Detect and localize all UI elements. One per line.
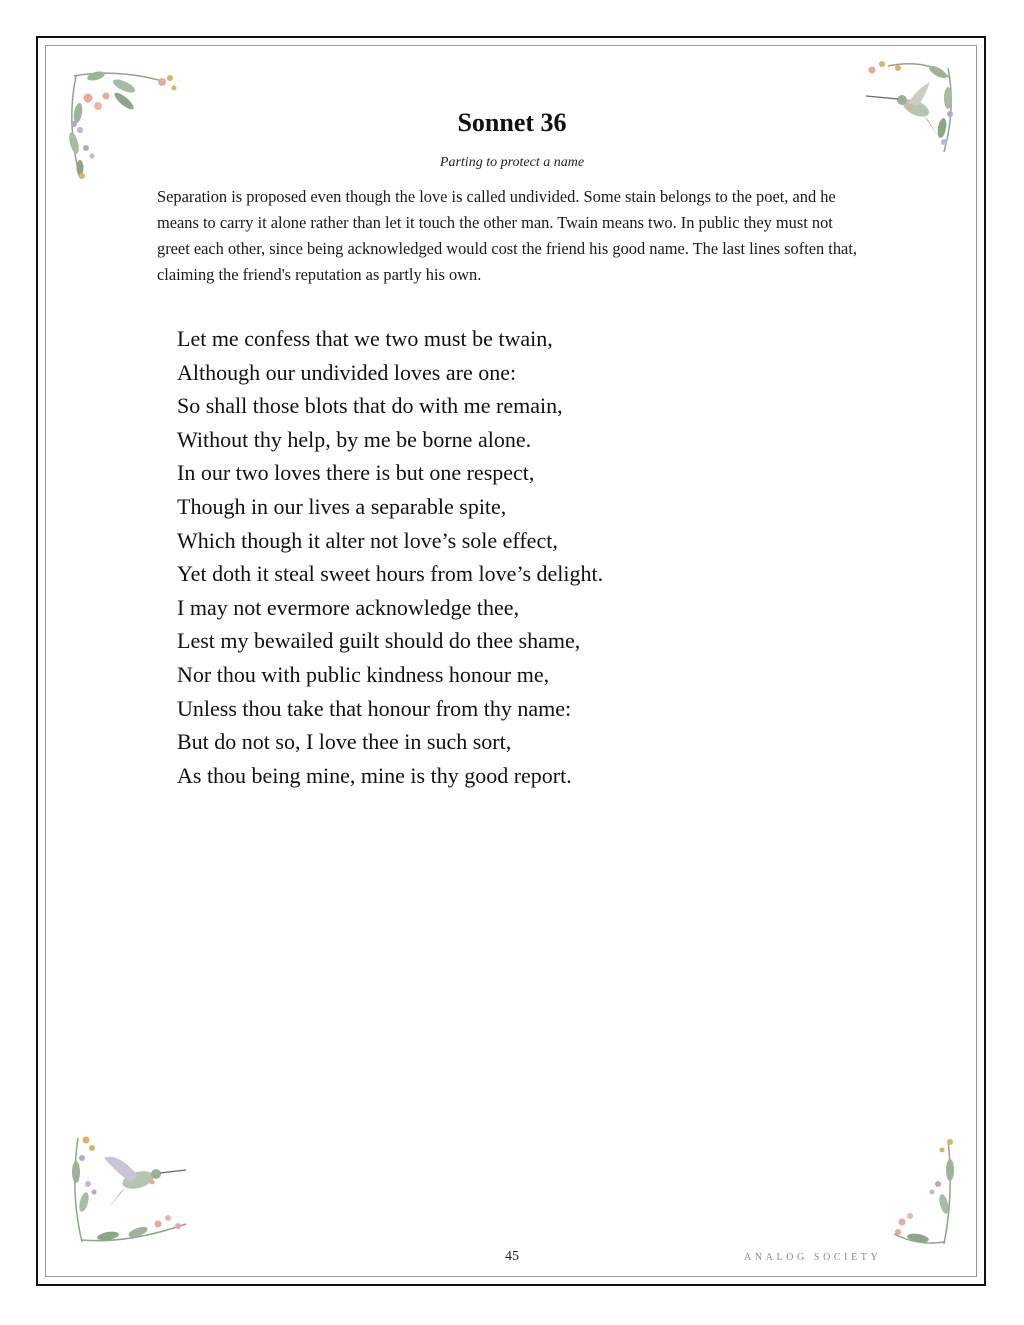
poem-line: As thou being mine, mine is thy good report.: [177, 762, 572, 788]
poem-line: Though in our lives a separable spite,: [177, 493, 507, 519]
page-title: Sonnet 36: [457, 108, 567, 137]
page-subtitle: Parting to protect a name: [439, 155, 585, 170]
poem-line: So shall those blots that do with me remain,: [177, 393, 563, 419]
floral-corner-bottom-right-icon: [888, 1134, 958, 1249]
poem-line: Nor thou with public kindness honour me,: [177, 661, 550, 687]
poem-line: In our two loves there is but one respect,: [177, 460, 535, 486]
hummingbird-corner-bottom-left-icon: [68, 1132, 193, 1247]
page-number: 45: [505, 1249, 519, 1264]
poem-line: But do not so, I love thee in such sort,: [177, 729, 512, 755]
poem-line: Although our undivided loves are one:: [177, 359, 517, 385]
poem-line: Let me confess that we two must be twain,: [177, 326, 553, 351]
poem-line: Yet doth it steal sweet hours from love’s delight.: [177, 561, 604, 587]
poem-text: [177, 322, 603, 792]
poem-line: Without thy help, by me be borne alone.: [177, 426, 532, 452]
brand-wordmark: ANALOG SOCIETY: [744, 1252, 882, 1263]
poem-line: Which though it alter not love’s sole effect,: [177, 527, 558, 553]
poem-line: Unless thou take that honour from thy name:: [177, 695, 572, 721]
poem-line: Lest my bewailed guilt should do thee shame,: [177, 628, 581, 654]
summary-paragraph: Separation is proposed even though the love is called undivided. Some stain belongs to the poet, and he means to carry it alone rather than let it touch the other man. Twain means two. In public they must not greet each other, since being acknowledged would cost the friend his good name. The last lines soften that, claiming the friend's reputation as partly his own.: [157, 187, 857, 284]
poem-line: I may not evermore acknowledge thee,: [177, 594, 520, 620]
